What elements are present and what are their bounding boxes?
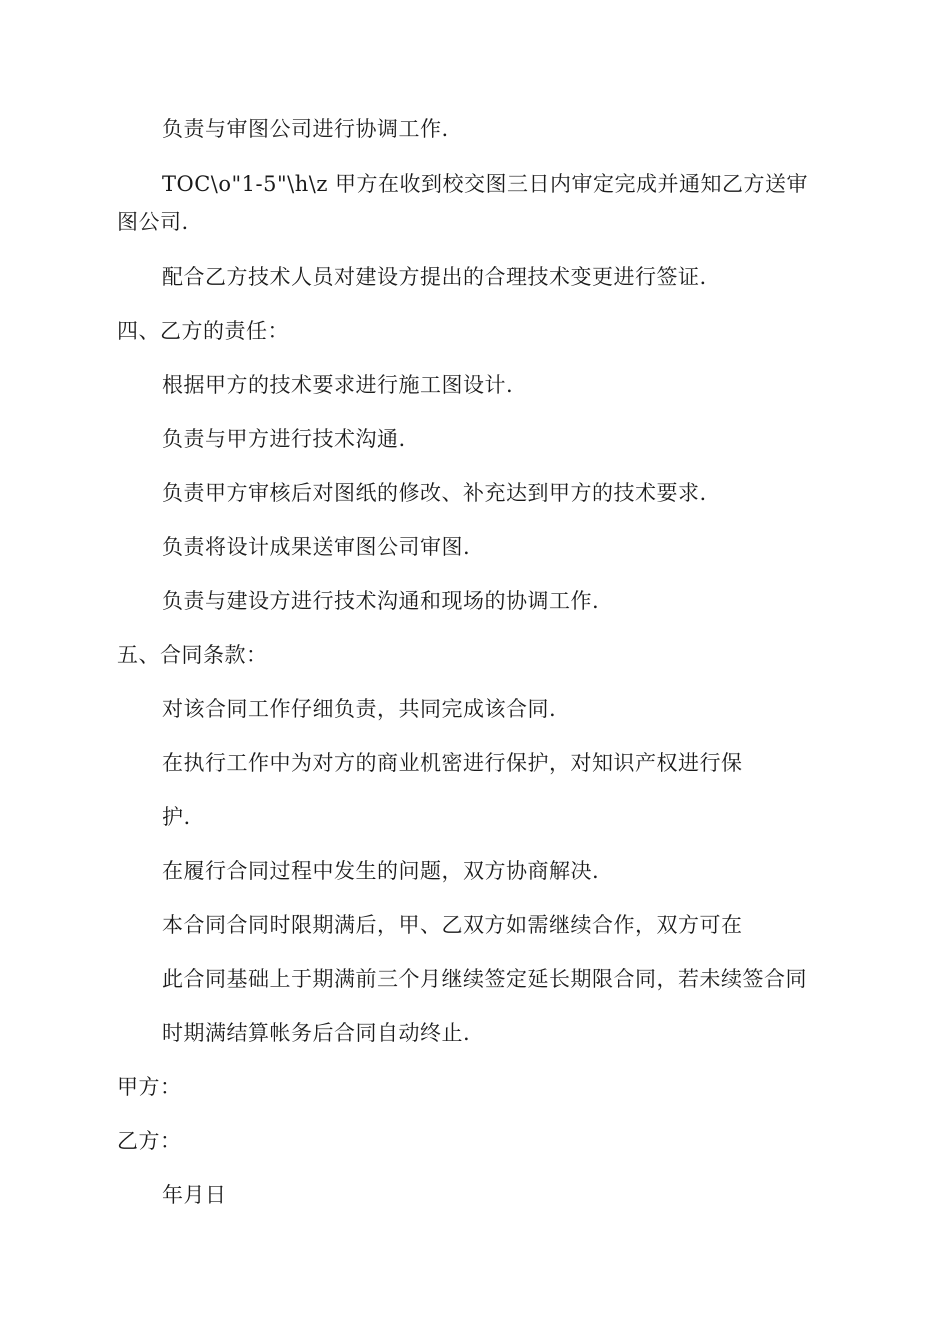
paragraph-confidentiality: 在执行工作中为对方的商业机密进行保护，对知识产权进行保 — [162, 751, 743, 775]
paragraph-review-coordination: 负责与审图公司进行协调工作. — [162, 117, 449, 141]
paragraph-change-certification: 配合乙方技术人员对建设方提出的合理技术变更进行签证. — [162, 265, 707, 289]
signature-date: 年月日 — [162, 1183, 227, 1207]
paragraph-responsibility: 对该合同工作仔细负责，共同完成该合同. — [162, 697, 557, 721]
paragraph-dispute-resolution: 在履行合同过程中发生的问题，双方协商解决. — [162, 859, 600, 883]
paragraph-party-a-approval: TOC\o"1-5"\h\z 甲方在收到校交图三日内审定完成并通知乙方送审 — [162, 172, 809, 196]
paragraph-term-expiry-cont: 此合同基础上于期满前三个月继续签定延长期限合同，若未续签合同 — [162, 967, 807, 991]
heading-party-b-responsibilities: 四、乙方的责任： — [117, 319, 289, 343]
paragraph-confidentiality-cont: 护. — [162, 805, 191, 829]
paragraph-term-expiry: 本合同合同时限期满后，甲、乙双方如需继续合作，双方可在 — [162, 913, 743, 937]
paragraph-term-expiry-end: 时期满结算帐务后合同自动终止. — [162, 1021, 471, 1045]
heading-contract-terms: 五、合同条款： — [117, 643, 268, 667]
paragraph-submit-review: 负责将设计成果送审图公司审图. — [162, 535, 471, 559]
signature-party-b: 乙方： — [117, 1129, 182, 1153]
paragraph-construction-design: 根据甲方的技术要求进行施工图设计. — [162, 373, 514, 397]
paragraph-tech-communication: 负责与甲方进行技术沟通. — [162, 427, 406, 451]
paragraph-drawing-revision: 负责甲方审核后对图纸的修改、补充达到甲方的技术要求. — [162, 481, 707, 505]
paragraph-site-coordination: 负责与建设方进行技术沟通和现场的协调工作. — [162, 589, 600, 613]
signature-party-a: 甲方： — [117, 1075, 182, 1099]
paragraph-party-a-approval-cont: 图公司. — [117, 210, 189, 234]
